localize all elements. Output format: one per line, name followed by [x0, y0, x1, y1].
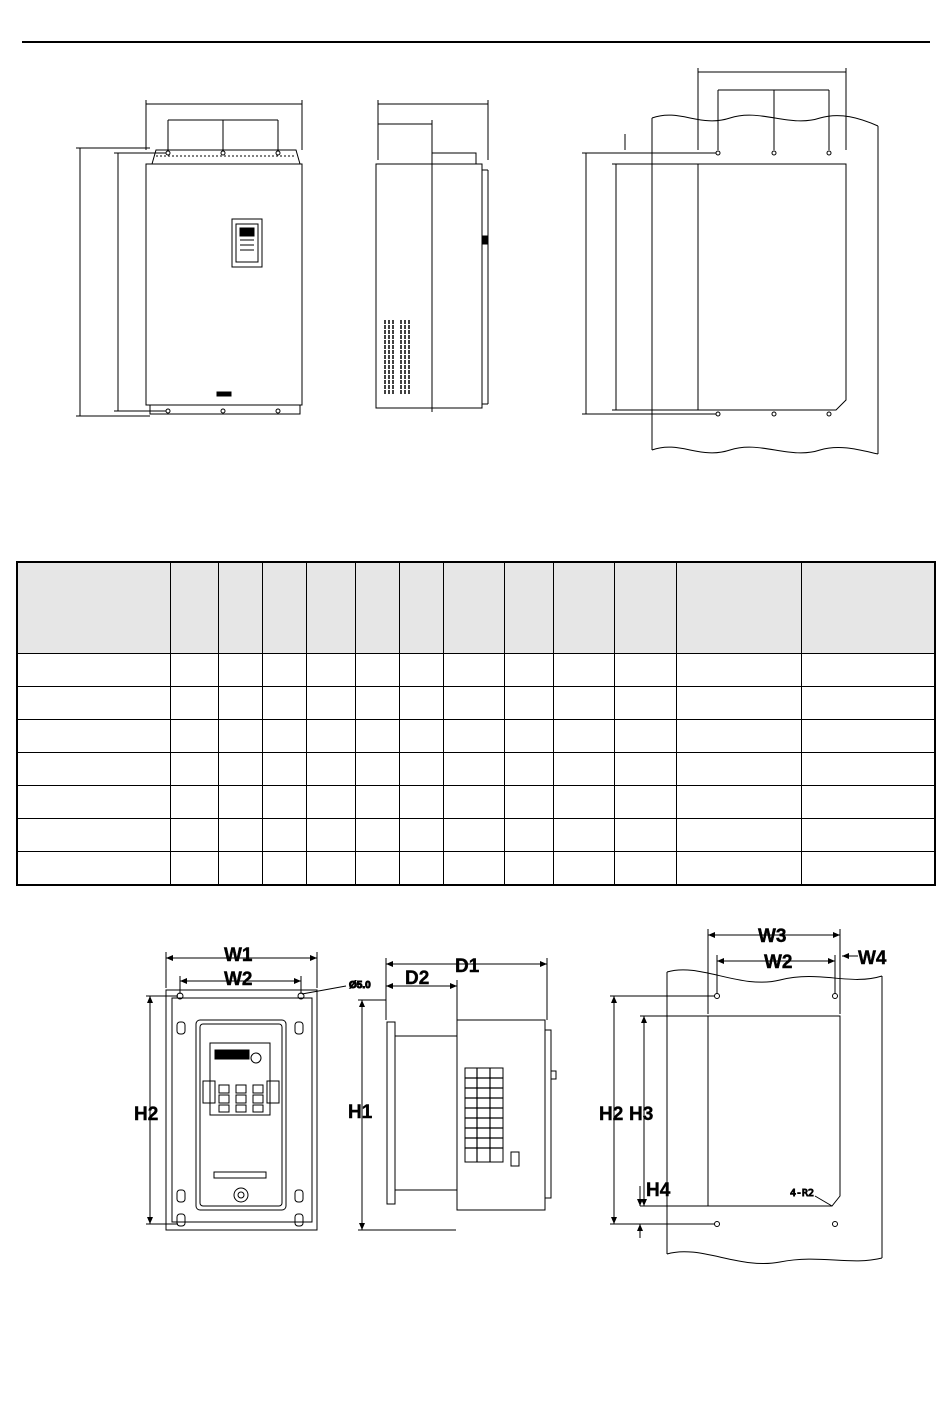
- h4-label: H4: [646, 1180, 671, 1201]
- side-view: [348, 956, 556, 1230]
- w1-label: W1: [224, 945, 253, 966]
- mount-h2-label: H2: [599, 1104, 624, 1125]
- mounting-view: [599, 926, 887, 1264]
- mount-w2-label: W2: [764, 952, 793, 973]
- w2-label: W2: [224, 969, 253, 990]
- h3-label: H3: [629, 1104, 654, 1125]
- d1-label: D1: [455, 956, 480, 977]
- hole-diameter-label: Ø5.0: [349, 980, 371, 991]
- corner-radius-label: 4-R2: [790, 1188, 815, 1199]
- h1-label: H1: [348, 1102, 373, 1123]
- d2-label: D2: [405, 968, 430, 989]
- h2-label: H2: [134, 1104, 159, 1125]
- front-view: [134, 945, 371, 1230]
- w3-label: W3: [758, 926, 787, 947]
- w4-label: W4: [858, 948, 887, 969]
